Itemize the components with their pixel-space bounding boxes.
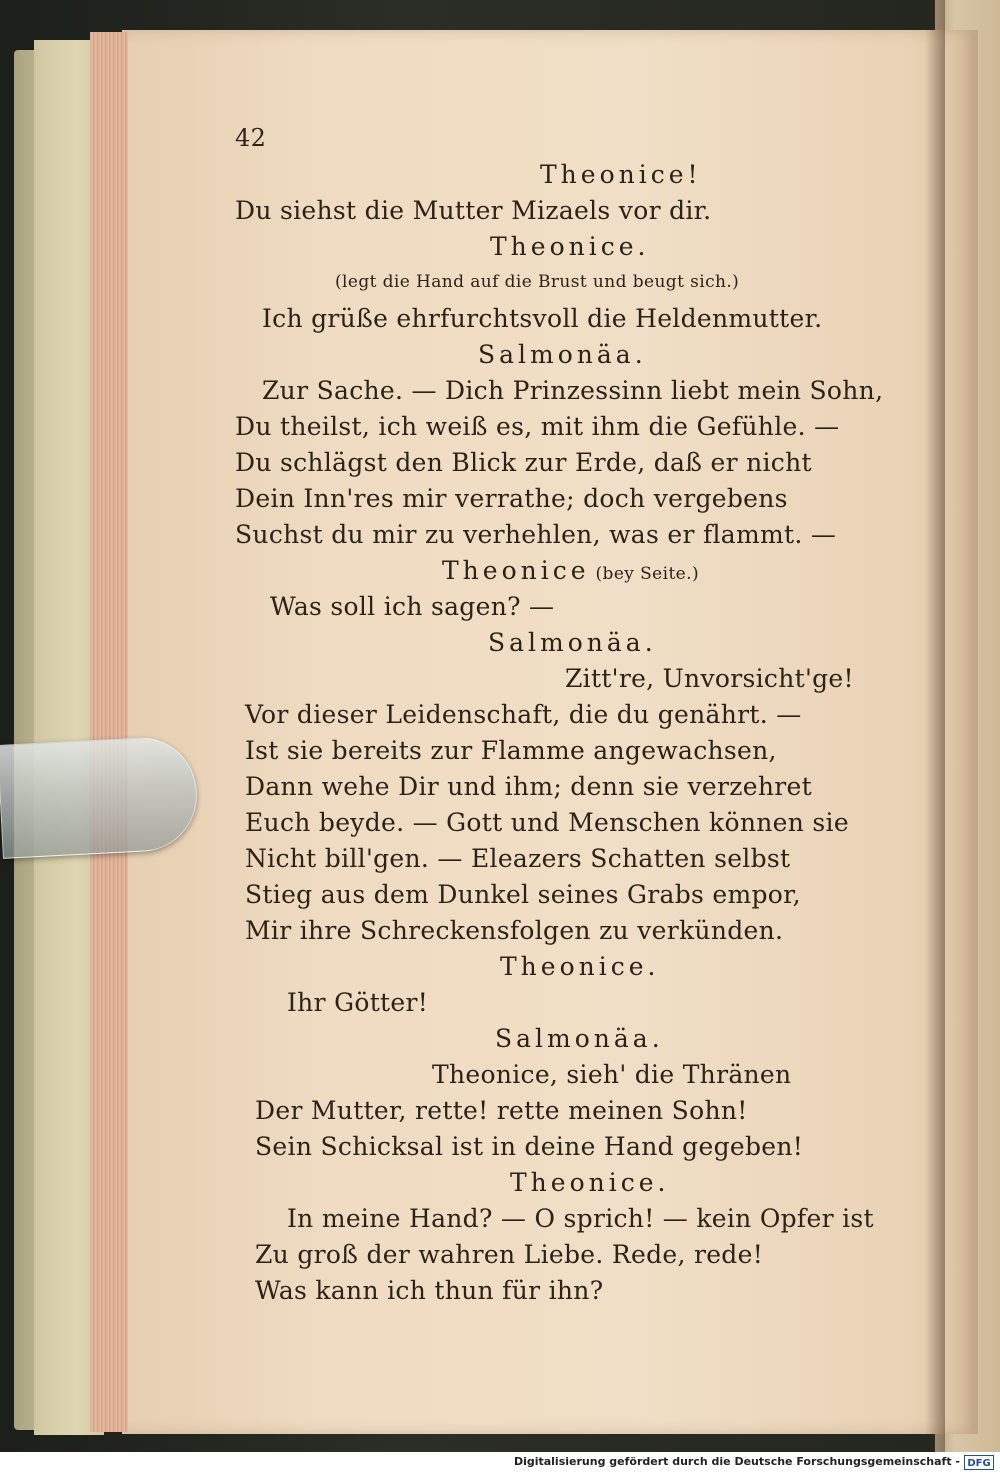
dfg-logo: DFG <box>964 1455 994 1470</box>
verse-line: Du theilst, ich weiß es, mit ihm die Gefühle. — <box>235 412 840 441</box>
verse-line: Ich grüße ehrfurchtsvoll die Heldenmutter. <box>262 304 823 333</box>
funding-credit: Digitalisierung gefördert durch die Deutsche Forschungsgemeinschaft - <box>513 1455 960 1468</box>
verse-line: Stieg aus dem Dunkel seines Grabs empor, <box>245 880 801 909</box>
verse-line: Dann wehe Dir und ihm; denn sie verzehret <box>245 772 812 801</box>
speaker-name: Salmonäa. <box>488 628 657 657</box>
verse-line: Ist sie bereits zur Flamme angewachsen, <box>245 736 777 765</box>
glass-page-weight <box>0 735 200 859</box>
verse-line: Mir ihre Schreckensfolgen zu verkünden. <box>245 916 784 945</box>
speaker-name: Theonice. <box>500 952 660 981</box>
verse-line: Was soll ich sagen? — <box>270 592 555 621</box>
speaker-name: Theonice <box>442 556 590 585</box>
verse-line: Suchst du mir zu verhehlen, was er flammt. — <box>235 520 837 549</box>
speaker-name: Salmonäa. <box>478 340 647 369</box>
stage-direction: (legt die Hand auf die Brust und beugt sich.) <box>335 272 740 292</box>
verse-line: In meine Hand? — O sprich! — kein Opfer ist <box>287 1204 874 1233</box>
speaker-name: Theonice. <box>490 232 650 261</box>
verse-line: Dein Inn'res mir verrathe; doch vergebens <box>235 484 788 513</box>
verse-line: Ihr Götter! <box>287 988 429 1017</box>
verse-line: Was kann ich thun für ihn? <box>255 1276 604 1305</box>
verse-line: Euch beyde. — Gott und Menschen können sie <box>245 808 849 837</box>
verse-line: Zu groß der wahren Liebe. Rede, rede! <box>255 1240 764 1269</box>
verse-line: Theonice, sieh' die Thränen <box>432 1060 792 1089</box>
stage-direction: (bey Seite.) <box>595 564 699 584</box>
verse-line: Nicht bill'gen. — Eleazers Schatten selbst <box>245 844 791 873</box>
verse-line: Vor dieser Leidenschaft, die du genährt. — <box>245 700 802 729</box>
verse-line: Du schlägst den Blick zur Erde, daß er nicht <box>235 448 812 477</box>
speaker-name: Salmonäa. <box>495 1024 664 1053</box>
verse-line: Zur Sache. — Dich Prinzessinn liebt mein Sohn, <box>262 376 884 405</box>
speaker-name: Theonice. <box>510 1168 670 1197</box>
verse-line: Der Mutter, rette! rette meinen Sohn! <box>255 1096 748 1125</box>
speaker-line <box>442 556 699 585</box>
footer-bar <box>0 1452 1000 1474</box>
verse-line: Sein Schicksal ist in deine Hand gegeben! <box>255 1132 804 1161</box>
verse-line: Zitt're, Unvorsicht'ge! <box>565 664 854 693</box>
dialogue-line: Theonice! <box>540 160 702 189</box>
verse-line: Du siehst die Mutter Mizaels vor dir. <box>235 196 712 225</box>
page-number: 42 <box>235 124 267 152</box>
